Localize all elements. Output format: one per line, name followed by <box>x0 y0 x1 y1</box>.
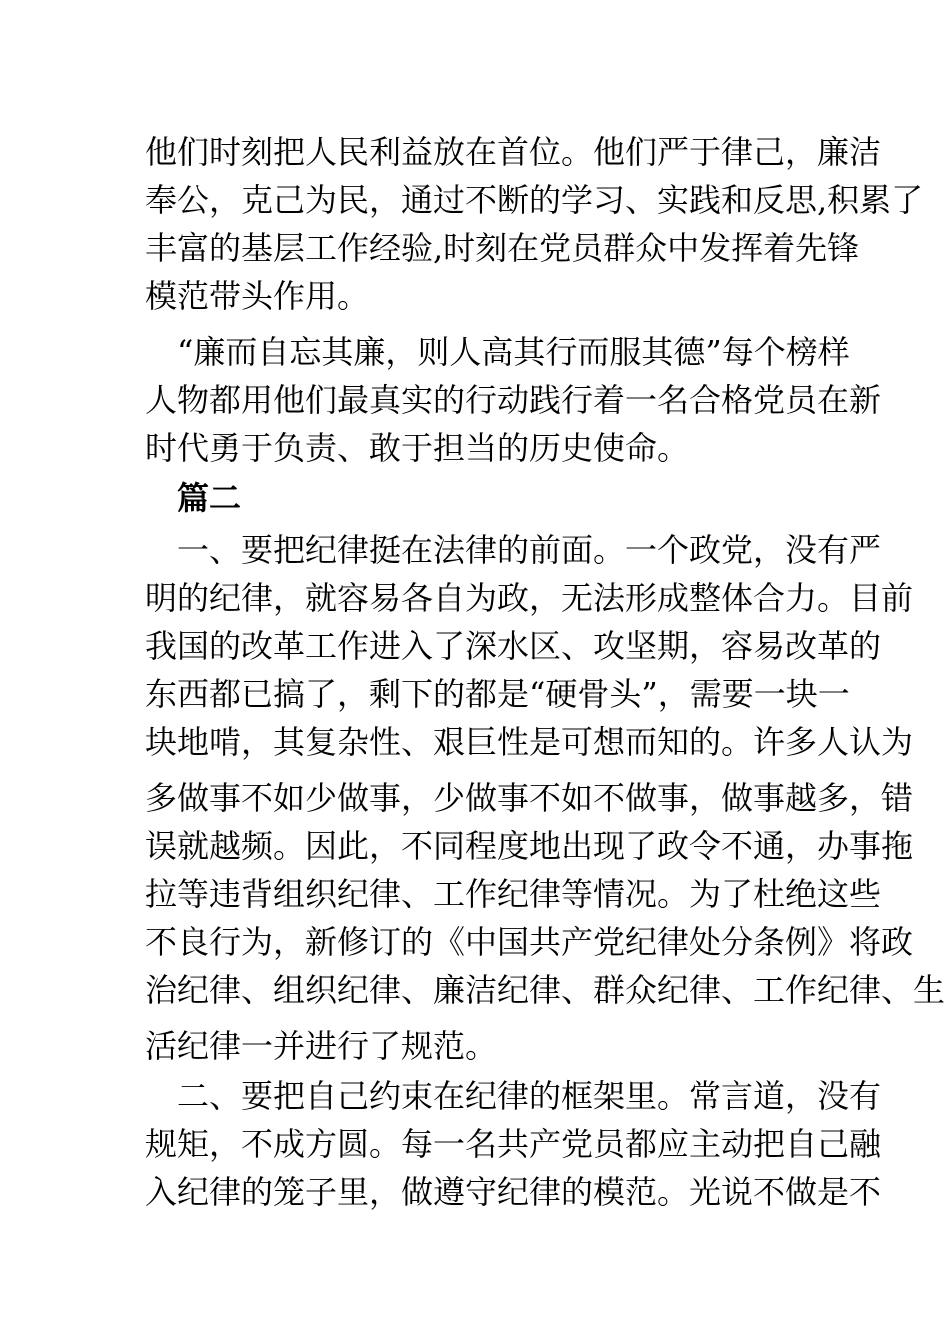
text-line: 二、要把自己约束在纪律的框架里。常言道，没有 <box>145 1077 882 1115</box>
text-line: 规矩，不成方圆。每一名共产党员都应主动把自己融 <box>145 1125 882 1163</box>
text-line: 模范带头作用。 <box>145 277 370 315</box>
text-line: “廉而自忘其廉，则人高其行而服其德”每个榜样 <box>145 333 850 371</box>
text-line: 多做事不如少做事，少做事不如不做事，做事越多，错 <box>145 779 914 817</box>
text-line: 拉等违背组织纪律、工作纪律等情况。为了杜绝这些 <box>145 875 882 913</box>
text-line: 一、要把纪律挺在法律的前面。一个政党，没有严 <box>145 531 882 569</box>
text-line: 入纪律的笼子里，做遵守纪律的模范。光说不做是不 <box>145 1173 882 1211</box>
text-line: 不良行为，新修订的《中国共产党纪律处分条例》将政 <box>145 923 914 961</box>
text-line: 丰富的基层工作经验,时刻在党员群众中发挥着先锋 <box>145 229 860 267</box>
text-line: 东西都已搞了，剩下的都是“硬骨头”，需要一块一 <box>145 675 850 713</box>
text-line: 明的纪律，就容易各自为政，无法形成整体合力。目前 <box>145 579 914 617</box>
text-line: 活纪律一并进行了规范。 <box>145 1027 498 1065</box>
section-heading: 篇二 <box>145 479 242 517</box>
text-line: 块地啃，其复杂性、艰巨性是可想而知的。许多人认为 <box>145 723 914 761</box>
text-line: 奉公，克己为民，通过不断的学习、实践和反思,积累了 <box>145 181 924 219</box>
text-line: 误就越频。因此，不同程度地出现了政令不通，办事拖 <box>145 827 914 865</box>
text-line: 人物都用他们最真实的行动践行着一名合格党员在新 <box>145 381 882 419</box>
text-line: 他们时刻把人民利益放在首位。他们严于律己，廉洁 <box>145 133 882 171</box>
text-line: 我国的改革工作进入了深水区、攻坚期，容易改革的 <box>145 627 882 665</box>
text-line: 时代勇于负责、敢于担当的历史使命。 <box>145 429 690 467</box>
text-line: 治纪律、组织纪律、廉洁纪律、群众纪律、工作纪律、生 <box>145 971 946 1009</box>
